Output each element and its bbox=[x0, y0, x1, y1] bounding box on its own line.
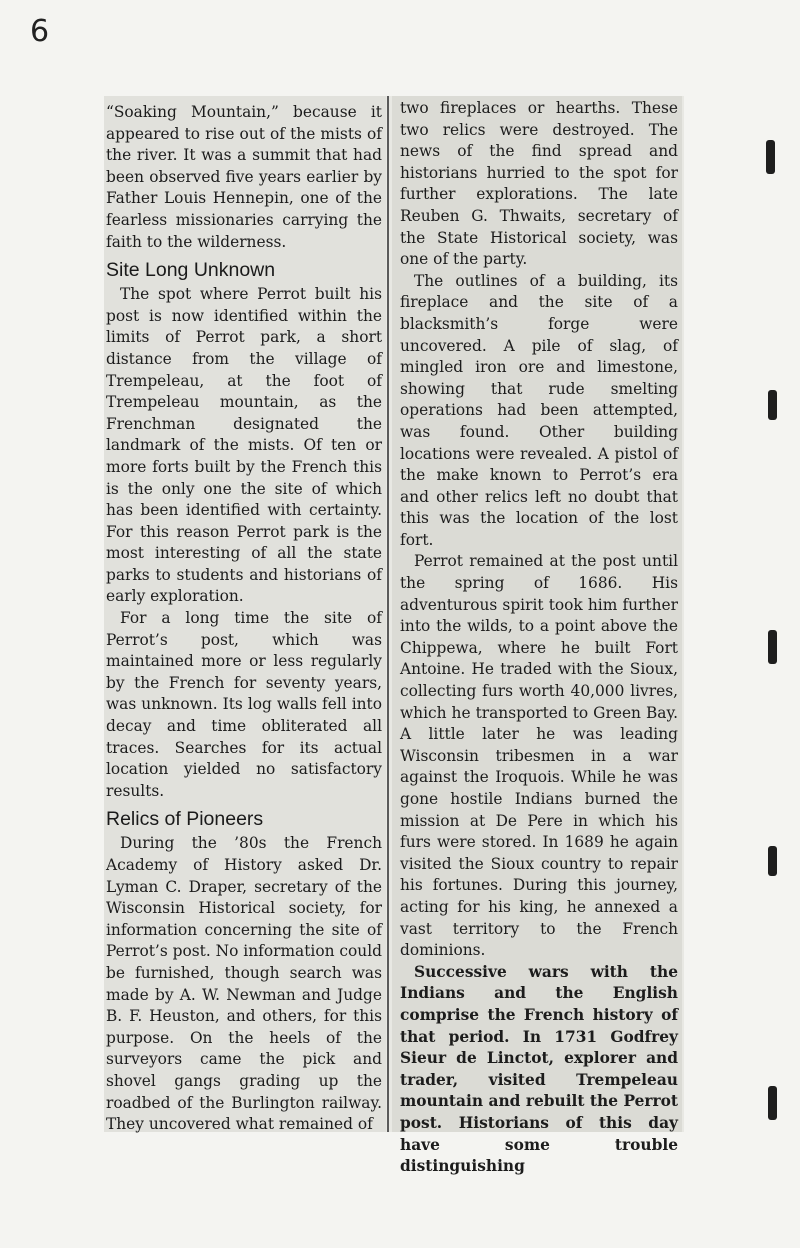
binding-hole-mark bbox=[768, 846, 777, 876]
column-divider bbox=[387, 96, 389, 1132]
newspaper-clipping bbox=[104, 96, 684, 1176]
binding-hole-mark bbox=[766, 140, 775, 174]
right-column bbox=[392, 96, 682, 1176]
binding-hole-mark bbox=[768, 1086, 777, 1120]
paragraph: Successive wars with the Indians and the English comprise the French history of that period. In 1731 Godfrey Sieur de Linctot, explorer and trader, visited Trempeleau mountain and rebuilt the Perrot post. Historians of this day have some trouble distinguishing bbox=[400, 962, 678, 1176]
page-number: 6 bbox=[30, 14, 50, 49]
paragraph: The outlines of a building, its fireplace and the site of a blacksmith’s forge were uncovered. A pile of slag, of mingled iron ore and limestone, showing that rude smelting operations had been attempted, was found. Other building locations were revealed. A pistol of the make known to Perrot’s era and other relics left no doubt that this was the location of the lost fort. bbox=[400, 271, 678, 549]
binding-hole-mark bbox=[768, 630, 777, 664]
binding-hole-mark bbox=[768, 390, 777, 420]
paragraph: Perrot remained at the post until the spring of 1686. His adventurous spirit took him further into the wilds, to a point above the Chippewa, where he built Fort Antoine. He traded with the Sioux, collecting furs worth 40,000 livres, which he transported to Green Bay. A little later he was leading Wisconsin tribesmen in a war against the Iroquois. While he was gone hostile Indians burned the mission at De Pere in which his furs were stored. In 1689 he again visited the Sioux country to repair his fortunes. During this journey, acting for his king, he annexed a vast territory to the French dominions. bbox=[400, 552, 678, 960]
section-heading: Relics of Pioneers bbox=[106, 808, 264, 831]
paragraph: The spot where Perrot built his post is now identified within the limits of Perrot park, a short distance from the village of Trempeleau, at the foot of Trempeleau mountain, as the Frenchman designated the landmark of the mists. Of ten or more forts built by the French this is the only one the site of which has been identified with certainty. For this reason Perrot park is the most interesting of all the state parks to students and historians of early exploration. bbox=[106, 285, 382, 606]
left-column bbox=[104, 96, 386, 1132]
paragraph: For a long time the site of Perrot’s post, which was maintained more or less regularly by the French for seventy years, was unknown. Its log walls fell into decay and time obliterated all traces. Searches for its actual location yielded no satisfactory results. bbox=[106, 609, 382, 800]
section-heading: Site Long Unknown bbox=[106, 259, 276, 282]
paragraph: During the ’80s the French Academy of History asked Dr. Lyman C. Draper, secretary of the Wisconsin Historical society, for information concerning the site of Perrot’s post. No information could be furnished, though search was made by A. W. Newman and Judge B. F. Heuston, and others, for this purpose. On the heels of the surveyors came the pick and shovel gangs grading up the roadbed of the Burlington railway. They uncovered what remained of bbox=[106, 834, 382, 1134]
paragraph: two fireplaces or hearths. These two relics were destroyed. The news of the find spread and historians hurried to the spot for further explorations. The late Reuben G. Thwaits, secretary of the State Historical society, was one of the party. bbox=[400, 99, 678, 269]
paragraph: “Soaking Mountain,” because it appeared to rise out of the mists of the river. It was a summit that had been observed five years earlier by Father Louis Hennepin, one of the fearless missionaries carrying the faith to the wilderness. bbox=[106, 103, 382, 251]
